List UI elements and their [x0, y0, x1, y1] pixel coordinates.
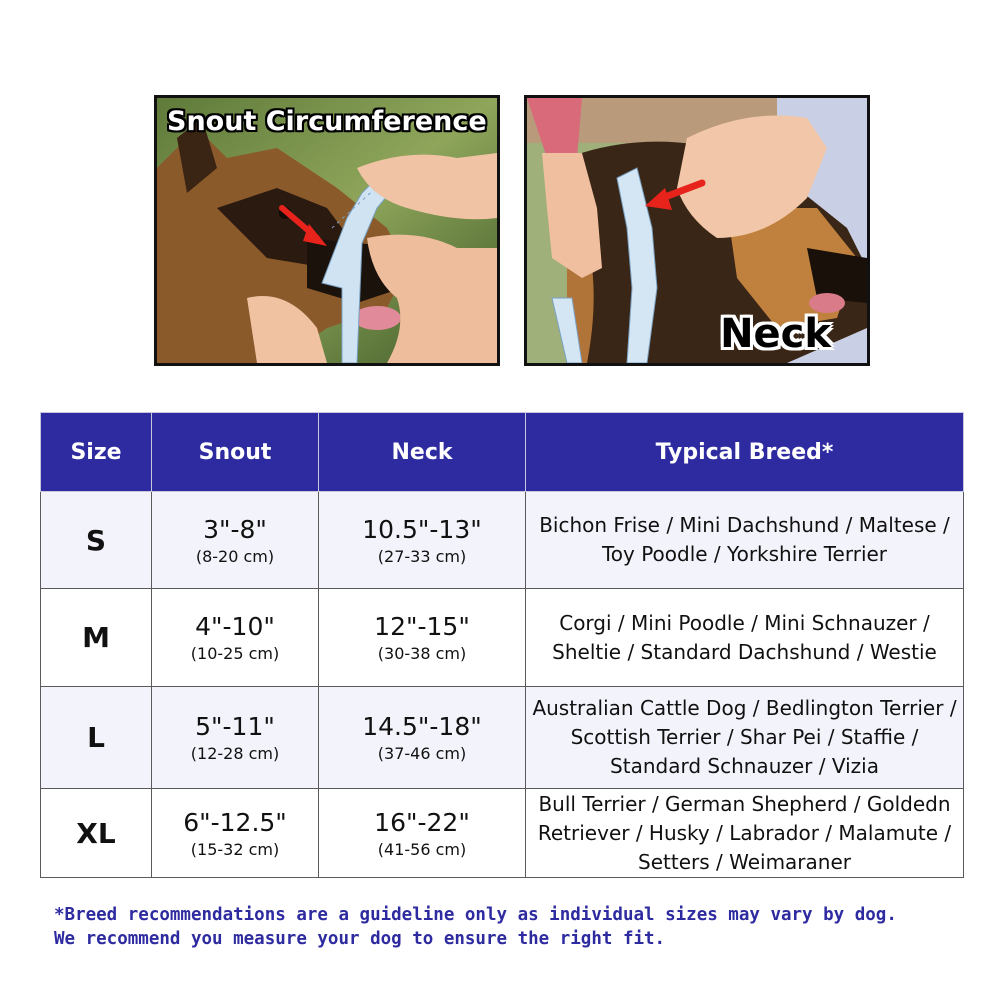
- neck-inches: 16"-22": [374, 807, 470, 837]
- snout-inches: 3"-8": [203, 514, 267, 544]
- table-header-row: [41, 413, 964, 492]
- size-cell: M: [41, 589, 152, 687]
- header-typical-breed: Typical Breed*: [526, 413, 964, 492]
- neck-cell: [319, 789, 526, 878]
- neck-cell: [319, 687, 526, 789]
- breed-cell: Australian Cattle Dog / Bedlington Terrier / Scottish Terrier / Shar Pei / Staffie / Standard Schnauzer / Vizia: [526, 687, 964, 789]
- snout-inches: 4"-10": [195, 612, 275, 641]
- header-neck: Neck: [319, 413, 526, 492]
- neck-centimeters: (37-46 cm): [377, 744, 467, 763]
- snout-centimeters: (15-32 cm): [190, 839, 280, 859]
- size-cell: XL: [41, 789, 152, 878]
- snout-centimeters: (8-20 cm): [195, 546, 275, 566]
- table-row: [41, 492, 964, 589]
- snout-cell: [152, 589, 319, 687]
- table-row: [41, 789, 964, 878]
- neck-centimeters: (27-33 cm): [377, 546, 467, 566]
- snout-cell: [152, 687, 319, 789]
- neck-photo-caption: Neck: [720, 311, 831, 357]
- size-cell: L: [41, 687, 152, 789]
- breed-cell: Corgi / Mini Poodle / Mini Schnauzer / Sheltie / Standard Dachshund / Westie: [526, 589, 964, 687]
- snout-inches: 5"-11": [195, 712, 275, 741]
- breed-cell: Bichon Frise / Mini Dachshund / Maltese / Toy Poodle / Yorkshire Terrier: [526, 492, 964, 589]
- neck-centimeters: (41-56 cm): [377, 839, 467, 859]
- size-cell: S: [41, 492, 152, 589]
- header-snout: Snout: [152, 413, 319, 492]
- neck-inches: 12"-15": [374, 612, 470, 641]
- neck-inches: 14.5"-18": [362, 712, 482, 741]
- snout-measurement-photo: [154, 95, 500, 366]
- neck-inches: 10.5"-13": [362, 514, 482, 544]
- breed-disclaimer-footnote: [54, 903, 974, 951]
- snout-photo-caption: Snout Circumference: [167, 106, 487, 137]
- snout-centimeters: (12-28 cm): [190, 744, 280, 763]
- breed-cell: Bull Terrier / German Shepherd / Goldedn Retriever / Husky / Labrador / Malamute / Setters / Weimaraner: [526, 789, 964, 878]
- neck-centimeters: (30-38 cm): [377, 644, 467, 663]
- neck-measurement-photo: [524, 95, 870, 366]
- footnote-line-1: *Breed recommendations are a guideline only as individual sizes may vary by dog.: [54, 905, 897, 925]
- snout-cell: [152, 492, 319, 589]
- table-row: [41, 589, 964, 687]
- header-size: Size: [41, 413, 152, 492]
- snout-inches: 6"-12.5": [183, 807, 287, 837]
- neck-cell: [319, 589, 526, 687]
- snout-centimeters: (10-25 cm): [190, 644, 280, 663]
- size-chart-table: [40, 412, 964, 878]
- snout-photo-illustration: [157, 98, 497, 363]
- snout-cell: [152, 789, 319, 878]
- neck-cell: [319, 492, 526, 589]
- table-row: [41, 687, 964, 789]
- footnote-line-2: We recommend you measure your dog to ensure the right fit.: [54, 929, 666, 949]
